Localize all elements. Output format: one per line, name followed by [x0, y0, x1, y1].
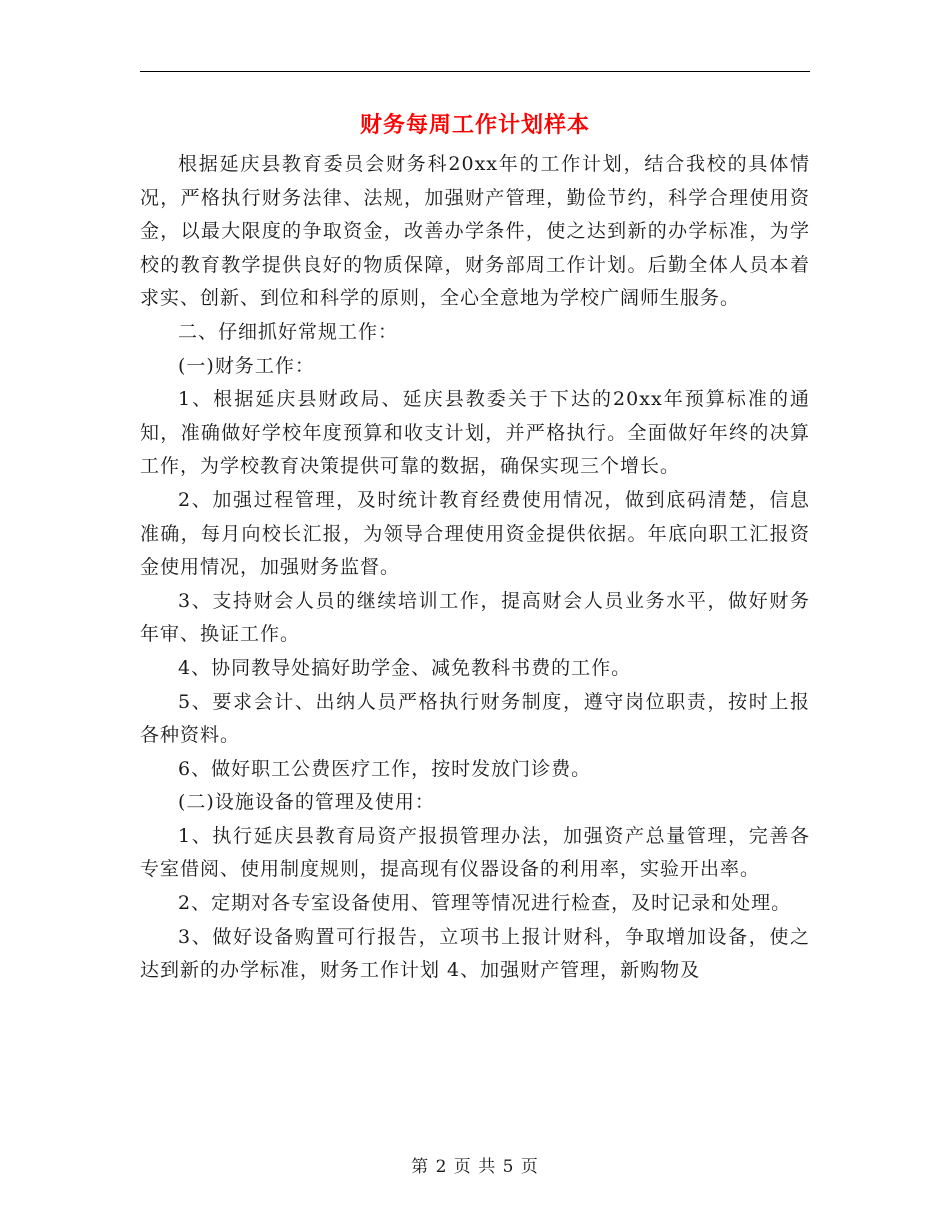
list-item: 2、定期对各专室设备使用、管理等情况进行检查，及时记录和处理。 — [178, 892, 792, 915]
list-item: 4、协同教导处搞好助学金、减免教科书费的工作。 — [178, 656, 632, 679]
list-item: 3、支持财会人员的继续培训工作，提高财会人员业务水平，做好财务年审、换证工作。 — [140, 589, 810, 646]
document-title: 财务每周工作计划样本 — [359, 112, 590, 138]
header-rule — [140, 71, 810, 72]
list-item: 1、执行延庆县教育局资产报损管理办法，加强资产总量管理，完善各专室借阅、使用制度规则，提高现有仪器设备的利用率，实验开出率。 — [140, 824, 810, 881]
page-footer: 第 2 页 共 5 页 — [411, 1157, 539, 1177]
paragraph: 根据延庆县教育委员会财务科20xx年的工作计划，结合我校的具体情况，严格执行财务法律、法规，加强财产管理，勤俭节约，科学合理使用资金，以最大限度的争取资金，改善办学条件，使之达到新的办学标准，为学校的教育教学提供良好的物质保障，财务部周工作计划。后勤全体人员本着求实、创新、到位和科学的原则，全心全意地为学校广阔师生服务。 — [140, 153, 810, 310]
list-item: 2、加强过程管理，及时统计教育经费使用情况，做到底码清楚，信息准确，每月向校长汇报，为领导合理使用资金提供依据。年底向职工汇报资金使用情况，加强财务监督。 — [140, 488, 810, 579]
list-item: 3、做好设备购置可行报告，立项书上报计财科，争取增加设备，使之达到新的办学标准，财务工作计划 4、加强财产管理，新购物及 — [140, 925, 810, 982]
list-item: 1、根据延庆县财政局、延庆县教委关于下达的20xx年预算标准的通知，准确做好学校年度预算和收支计划，并严格执行。全面做好年终的决算工作，为学校教育决策提供可靠的数据，确保实现三个增长。 — [140, 388, 810, 478]
document-body — [140, 148, 810, 988]
subsection-heading: (一)财务工作： — [178, 354, 315, 377]
subsection-heading: (二)设施设备的管理及使用： — [178, 791, 435, 814]
list-item: 6、做好职工公费医疗工作，按时发放门诊费。 — [178, 757, 592, 780]
section-heading: 二、仔细抓好常规工作： — [178, 320, 399, 343]
list-item: 5、要求会计、出纳人员严格执行财务制度，遵守岗位职责，按时上报各种资料。 — [140, 690, 810, 747]
